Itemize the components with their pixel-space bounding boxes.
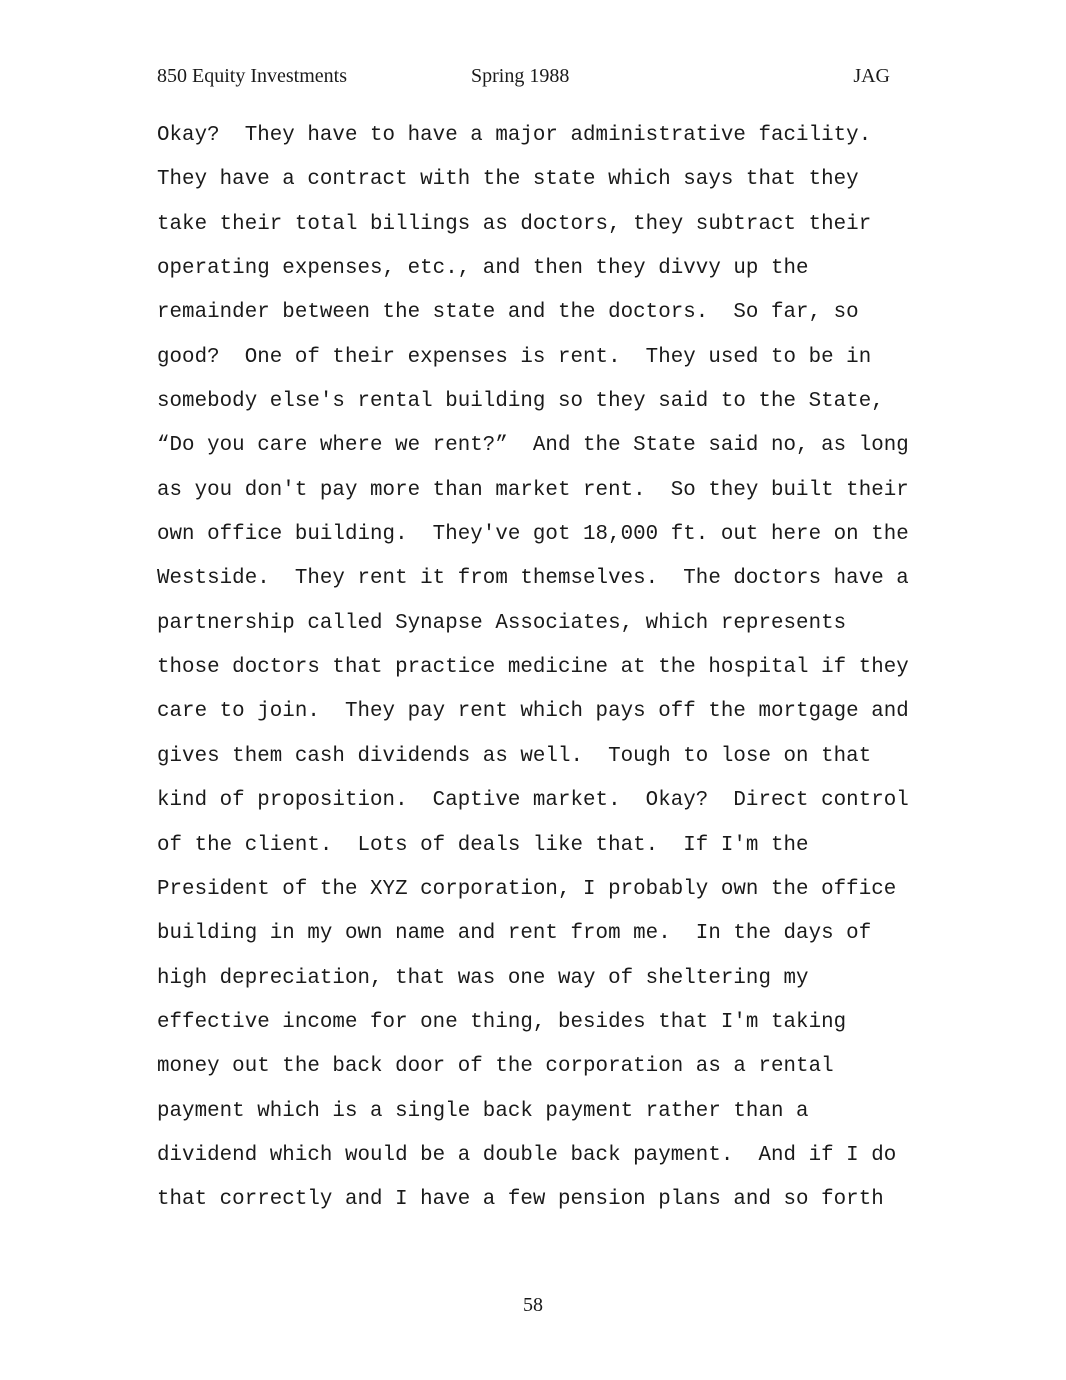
transcript-line: take their total billings as doctors, they subtract their <box>157 212 872 236</box>
transcript-line: “Do you care where we rent?” And the State said no, as long <box>157 434 909 458</box>
transcript-line: that correctly and I have a few pension plans and so forth <box>157 1188 884 1212</box>
transcript-line: They have a contract with the state which says that they <box>157 168 859 192</box>
transcript-line: high depreciation, that was one way of sheltering my <box>157 966 809 990</box>
transcript-line: good? One of their expenses is rent. They used to be in <box>157 345 872 369</box>
transcript-line: partnership called Synapse Associates, which represents <box>157 611 847 635</box>
transcript-line: Okay? They have to have a major administrative facility. <box>157 124 872 147</box>
transcript-line: remainder between the state and the doctors. So far, so <box>157 301 859 325</box>
transcript-line: operating expenses, etc., and then they divvy up the <box>157 257 809 281</box>
transcript-line: gives them cash dividends as well. Tough to lose on that <box>157 744 872 768</box>
header-course-title: 850 Equity Investments <box>157 65 347 87</box>
transcript-line: kind of proposition. Captive market. Okay? Direct control <box>157 789 909 813</box>
transcript-line: care to join. They pay rent which pays off the mortgage and <box>157 700 909 724</box>
header-term: Spring 1988 <box>471 65 570 87</box>
page-header <box>157 60 890 92</box>
transcript-line: those doctors that practice medicine at the hospital if they <box>157 656 909 680</box>
transcript-line: payment which is a single back payment rather than a <box>157 1099 809 1123</box>
transcript-line: of the client. Lots of deals like that. If I'm the <box>157 833 809 857</box>
transcript-line: somebody else's rental building so they said to the State, <box>157 390 884 414</box>
transcript-line: dividend which would be a double back payment. And if I do <box>157 1143 897 1167</box>
transcript-line: President of the XYZ corporation, I probably own the office <box>157 877 897 901</box>
header-author-initials: JAG <box>853 65 890 87</box>
page-number: 58 <box>523 1294 543 1316</box>
transcript-line: building in my own name and rent from me. In the days of <box>157 922 872 946</box>
transcript-line: own office building. They've got 18,000 ft. out here on the <box>157 523 909 547</box>
transcript-line: effective income for one thing, besides that I'm taking <box>157 1010 847 1034</box>
transcript-line: money out the back door of the corporation as a rental <box>157 1055 834 1079</box>
transcript-body <box>157 114 909 1223</box>
transcript-line: as you don't pay more than market rent. So they built their <box>157 478 909 502</box>
transcript-line: Westside. They rent it from themselves. The doctors have a <box>157 567 909 591</box>
